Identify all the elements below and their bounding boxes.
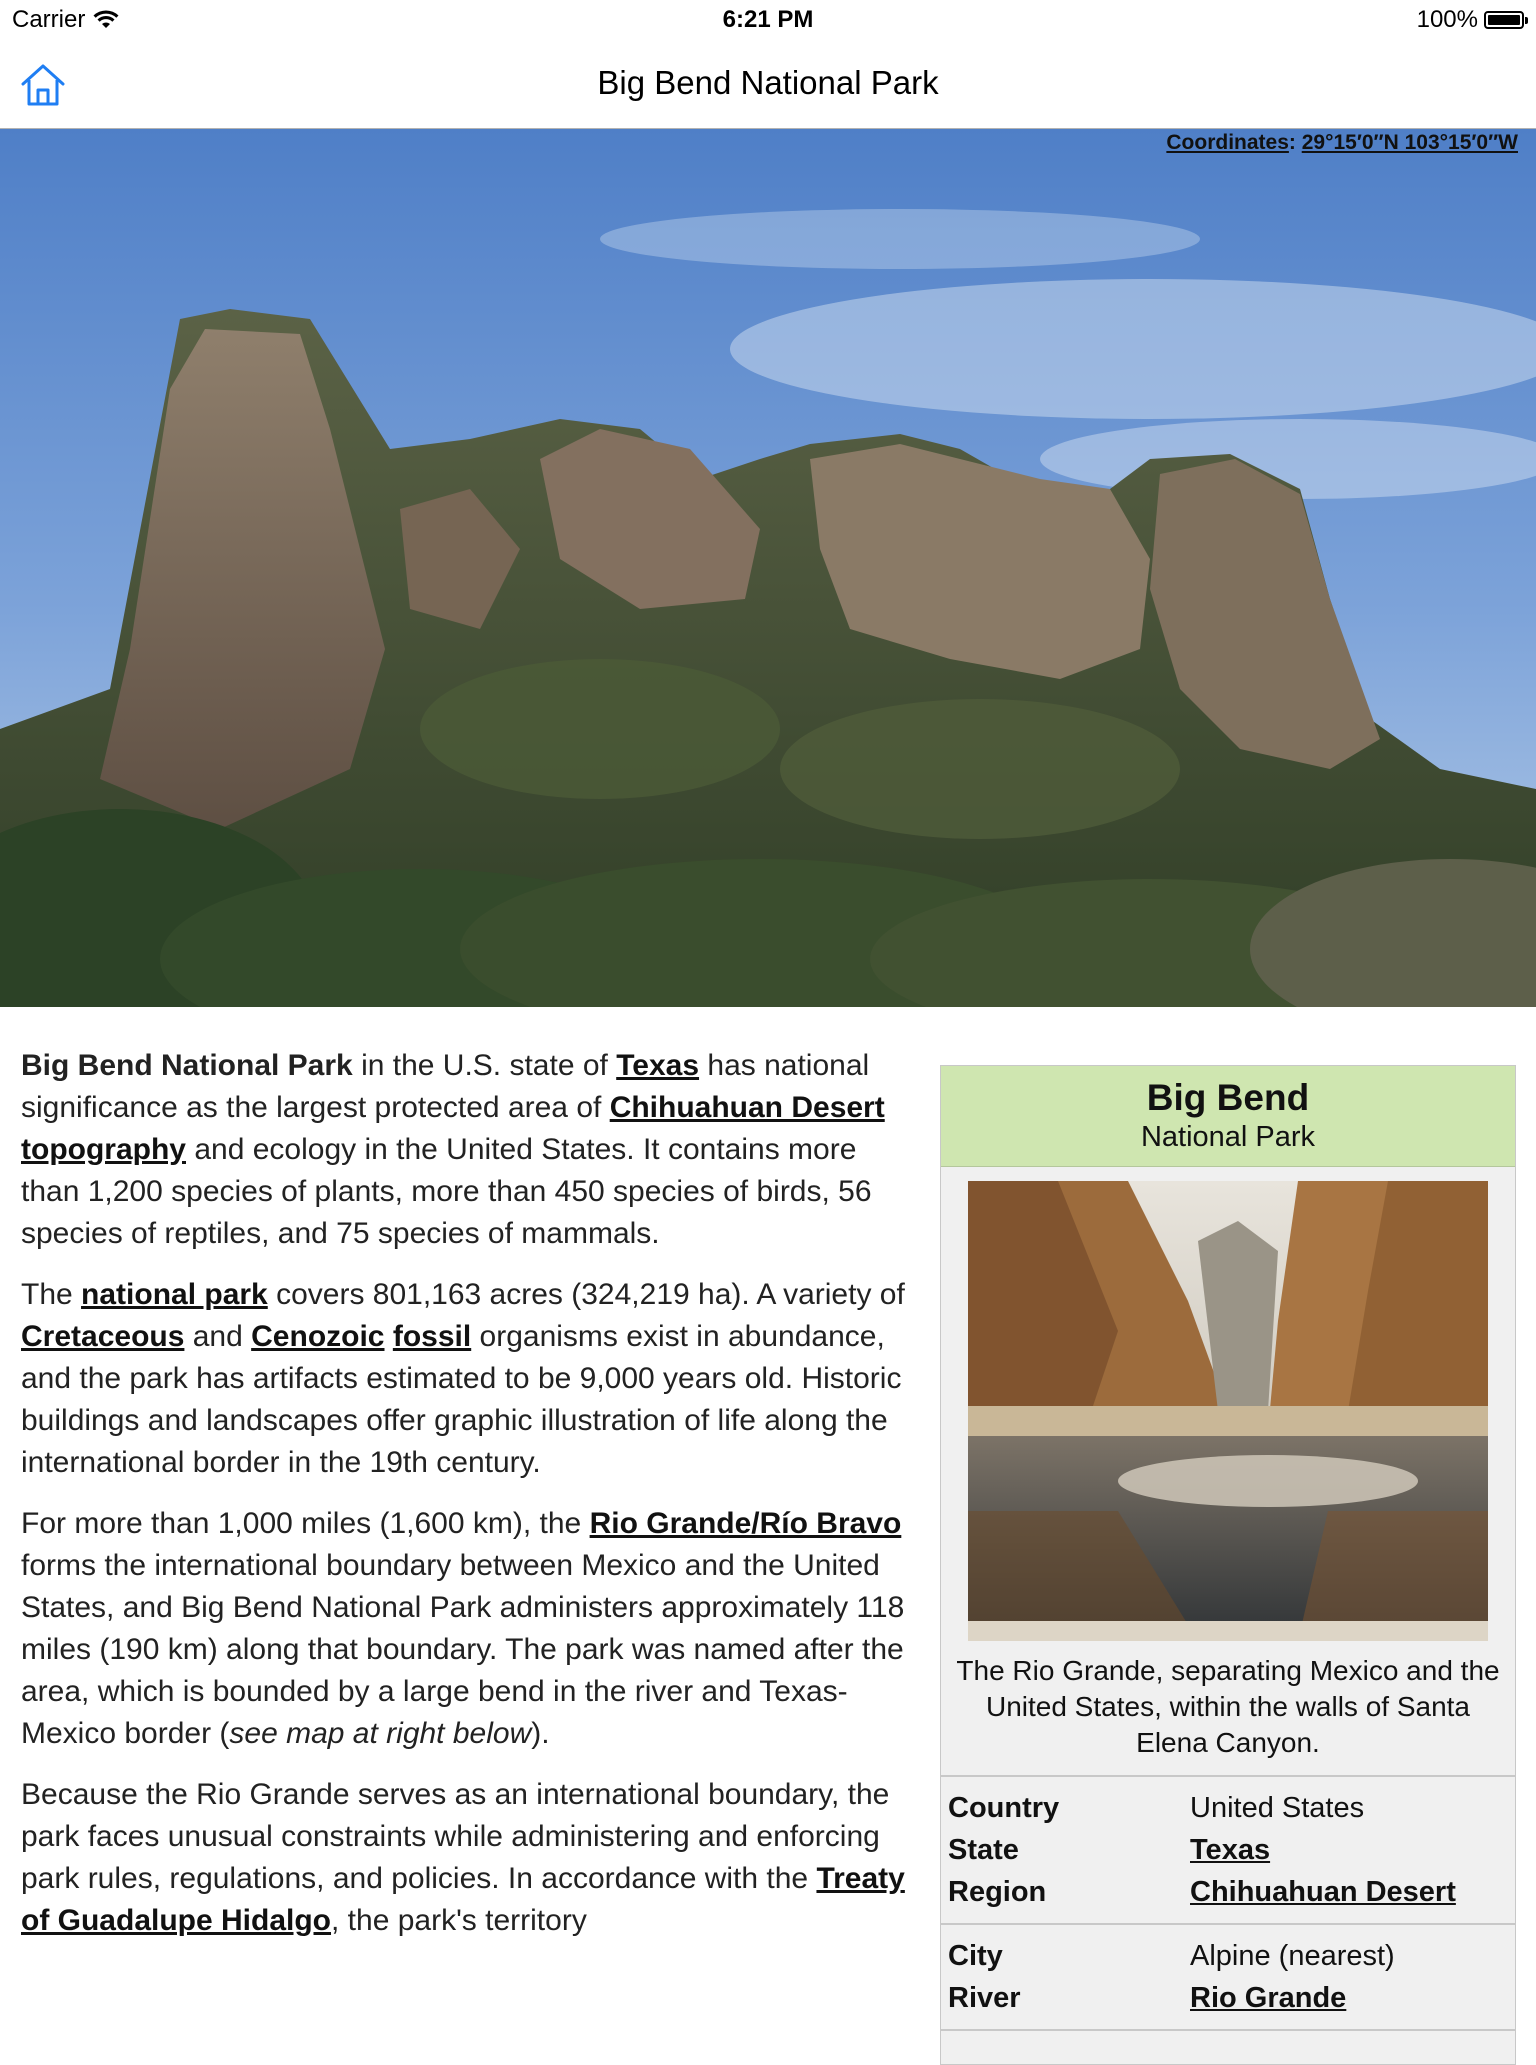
infobox-caption: The Rio Grande, separating Mexico and the United States, within the walls of Santa Elena Canyon. — [941, 1641, 1515, 1777]
article-link[interactable]: Chihuahuan Desert — [609, 1091, 885, 1124]
text-run: covers 801,163 acres (324,219 ha). A variety of — [267, 1278, 905, 1311]
status-bar — [0, 0, 1536, 40]
nearby-table — [941, 1935, 1515, 2019]
page-title: Big Bend National Park — [597, 64, 939, 101]
text-run: ). — [531, 1717, 550, 1750]
infobox-link[interactable]: Texas — [1190, 1834, 1271, 1866]
text-run: and ecology in the United States. It contains more than 1,200 species of plants, more than 450 species of birds, 56 species of reptiles, and 75 species of mammals. — [21, 1133, 872, 1250]
infobox-link[interactable]: Rio Grande — [1190, 1982, 1347, 2014]
infobox-row-label: Country — [948, 1792, 1060, 1824]
battery-icon — [1484, 11, 1524, 29]
coordinates-label: Coordinates — [1166, 131, 1289, 154]
article-link[interactable]: Treaty of Guadalupe Hidalgo — [21, 1862, 905, 1937]
infobox-row — [941, 1935, 1515, 1977]
text-run: and — [184, 1320, 252, 1353]
infobox-row-value: Alpine (nearest) — [1190, 1940, 1395, 1972]
hero-image — [0, 129, 1536, 1007]
paragraph-1 — [21, 1045, 907, 1255]
navigation-bar — [0, 40, 1536, 129]
article-link[interactable]: Cenozoic — [251, 1320, 385, 1353]
paragraph-3 — [21, 1503, 907, 1755]
coordinates-value: 29°15′0″N 103°15′0″W — [1301, 131, 1518, 154]
paragraph-4 — [21, 1774, 907, 1942]
infobox-title: Big Bend — [1146, 1077, 1310, 1118]
infobox-group-location — [941, 1777, 1515, 1925]
article-link[interactable]: fossil — [392, 1320, 472, 1353]
infobox-subtitle: National Park — [1140, 1121, 1316, 1153]
text-run: Because the Rio Grande serves as an international boundary, the park faces unusual constraints while administering and enforcing park rules, regulations, and policies. In accordance with the — [21, 1778, 890, 1895]
infobox-row-value — [1183, 1829, 1515, 1871]
article-link[interactable]: Texas — [616, 1049, 700, 1082]
battery-indicator — [1417, 6, 1524, 34]
italic-note: see map at right below — [229, 1717, 532, 1750]
infobox-row-label: River — [948, 1982, 1021, 2014]
infobox-row-label: Region — [948, 1876, 1047, 1908]
infobox-row — [941, 1977, 1515, 2019]
location-table — [941, 1787, 1515, 1913]
infobox-group-nearby — [941, 1925, 1515, 2031]
canyon-image[interactable] — [968, 1181, 1488, 1641]
battery-percent: 100% — [1416, 6, 1478, 33]
coordinates-link[interactable] — [1166, 131, 1518, 155]
text-run: The — [21, 1278, 82, 1311]
infobox — [940, 1065, 1516, 2065]
article-link[interactable]: Cretaceous — [21, 1320, 185, 1353]
article-link[interactable]: topography — [21, 1133, 186, 1166]
article-body — [21, 1045, 907, 1961]
bold-term: Big Bend National Park — [21, 1049, 353, 1082]
infobox-row-label: State — [948, 1834, 1019, 1866]
infobox-row-value — [1183, 1977, 1515, 2019]
infobox-row — [941, 1829, 1515, 1871]
text-run — [385, 1320, 393, 1353]
infobox-row-label: City — [948, 1940, 1003, 1972]
paragraph-2 — [21, 1274, 907, 1484]
text-run: , the park's territory — [331, 1904, 587, 1937]
text-run: has national significance as the largest protected area of — [21, 1049, 870, 1124]
coordinates-separator: : — [1288, 131, 1302, 154]
infobox-row-value — [1183, 1871, 1515, 1913]
infobox-link[interactable]: Chihuahuan Desert — [1190, 1876, 1456, 1908]
infobox-row — [941, 1871, 1515, 1913]
text-run: forms the international boundary between Mexico and the United States, and Big Bend National Park administers approximately 118 miles (190 km) along that boundary. The park was named after the area, which is bounded by a large bend in the river and Texas-Mexico border ( — [21, 1549, 905, 1750]
infobox-row-value: United States — [1190, 1792, 1365, 1824]
carrier-label: Carrier — [12, 6, 86, 33]
article-link[interactable]: Rio Grande/Río Bravo — [589, 1507, 902, 1540]
article-link[interactable]: national park — [81, 1278, 268, 1311]
text-run: For more than 1,000 miles (1,600 km), the — [21, 1507, 590, 1540]
text-run: organisms exist in abundance, and the park has artifacts estimated to be 9,000 years old. Historic buildings and landscapes offer graphic illustration of life along the international border in the 19th century. — [21, 1320, 902, 1479]
clock: 6:21 PM — [722, 6, 814, 33]
infobox-header — [941, 1066, 1515, 1167]
text-run: in the U.S. state of — [352, 1049, 617, 1082]
infobox-row — [941, 1787, 1515, 1829]
